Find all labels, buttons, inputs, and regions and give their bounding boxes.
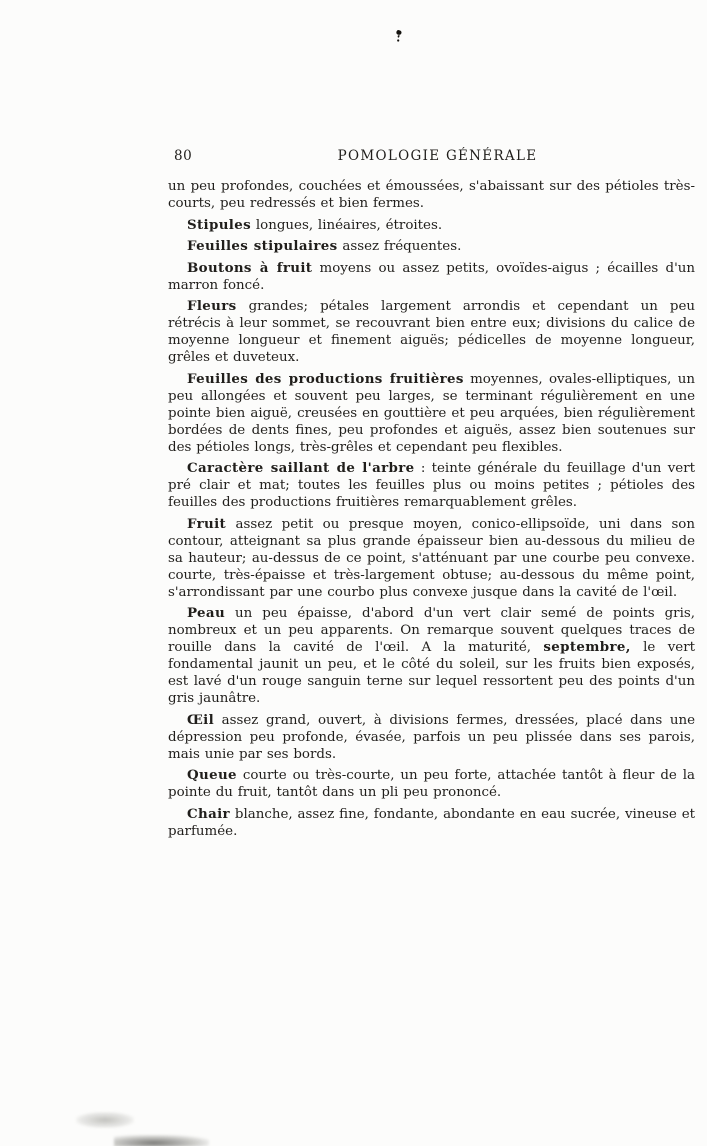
paragraph <box>168 712 695 763</box>
body-text: grandes; pétales largement arrondis et cependant un peu rétrécis à leur sommet, se recouvrant bien entre eux; divisions du calice de moyenne longueur et finement aiguës; pédicelles de moyenne longueur, grêles et duveteux. <box>168 299 695 365</box>
body-text: assez petit ou presque moyen, conico-ellipsoïde, uni dans son contour, atteignant sa plus grande épaisseur bien au-dessous du milieu de sa hauteur; au-dessus de ce point, s'atténuant par une courbe peu convexe. courte, très-épaisse et très-largement obtuse; au-dessous du même point, s'arrondissant par une courbo plus convexe jusque dans la cavité de l'œil. <box>168 516 695 600</box>
body-text: moyennes, ovales-elliptiques, un peu allongées et souvent peu larges, se terminant régulièrement en une pointe bien aiguë, creusées en gouttière et peu arquées, bien régulièrement bordées de dents fines, peu profondes et aiguës, assez bien soutenues sur des pétioles longs, très-grêles et cependant peu flexibles. <box>168 371 695 455</box>
paragraph <box>168 605 695 707</box>
bold-term: Peau <box>187 605 226 621</box>
paragraph <box>168 806 695 840</box>
paragraph <box>168 460 695 511</box>
page-header <box>168 148 695 166</box>
body-text: longues, linéaires, étroites. <box>251 217 443 233</box>
bold-term: Fruit <box>187 515 227 532</box>
body-text: le vert fondamental jaunit un peu, et le côté du soleil, sur les fruits bien exposés, est lavé d'un rouge sanguin terne sur lequel ressortent peu des points d'un gris jaunâtre. <box>168 640 695 706</box>
paragraph <box>168 371 695 456</box>
bold-term: Stipules <box>187 216 251 233</box>
page-number: 80 <box>174 148 193 164</box>
paragraph <box>168 767 695 801</box>
paragraph <box>168 298 695 366</box>
bold-term: Fleurs <box>187 298 237 314</box>
body-text: courte ou très-courte, un peu forte, attachée tantôt à fleur de la pointe du fruit, tantôt dans un pli peu prononcé. <box>168 768 695 800</box>
body-text: moyens ou assez petits, ovoïdes-aigus ; écailles d'un marron foncé. <box>168 260 696 293</box>
running-title: POMOLOGIE GÉNÉRALE <box>337 148 538 164</box>
bold-term: Queue <box>187 767 237 783</box>
body-text: un peu profondes, couchées et émoussées, s'abaissant sur des pétioles très-courts, peu redressés et bien fermes. <box>168 179 695 211</box>
paragraph <box>168 238 695 255</box>
body-text: un peu épaisse, d'abord d'un vert clair semé de points gris, nombreux et un peu apparents. On remarque souvent quelques traces de rouille dans la cavité de l'œil. A la maturité, <box>168 606 695 655</box>
body-text: assez grand, ouvert, à divisions fermes, dressées, placé dans une dépression peu profonde, évasée, parfois un peu plissée dans ses parois, mais unie par ses bords. <box>168 712 695 762</box>
body-text: assez fréquentes. <box>337 239 462 254</box>
ink-smudge-left <box>76 1112 134 1128</box>
body-text: : teinte générale du feuillage d'un vert pré clair et mat; toutes les feuilles plus ou moins petites ; pétioles des feuilles des productions fruitières remarquablement grêles. <box>168 461 695 510</box>
bold-term: Chair <box>187 805 230 822</box>
paragraph <box>168 217 695 234</box>
bold-term: Boutons à fruit <box>187 259 313 276</box>
bold-term: Feuilles des productions fruitières <box>187 370 464 387</box>
bold-term: Œil <box>187 711 215 728</box>
paragraph <box>168 178 695 212</box>
body-text: blanche, assez fine, fondante, abondante en eau sucrée, vineuse et parfumée. <box>168 806 695 839</box>
paragraph <box>168 260 695 294</box>
text-block <box>168 178 695 840</box>
ink-speck <box>393 29 405 47</box>
bold-term: Feuilles stipulaires <box>187 238 338 254</box>
paragraph <box>168 516 695 601</box>
ink-smudge-bottom <box>114 1135 209 1146</box>
bold-term: Caractère saillant de l'arbre <box>187 460 415 476</box>
bold-term: septembre, <box>543 639 631 655</box>
